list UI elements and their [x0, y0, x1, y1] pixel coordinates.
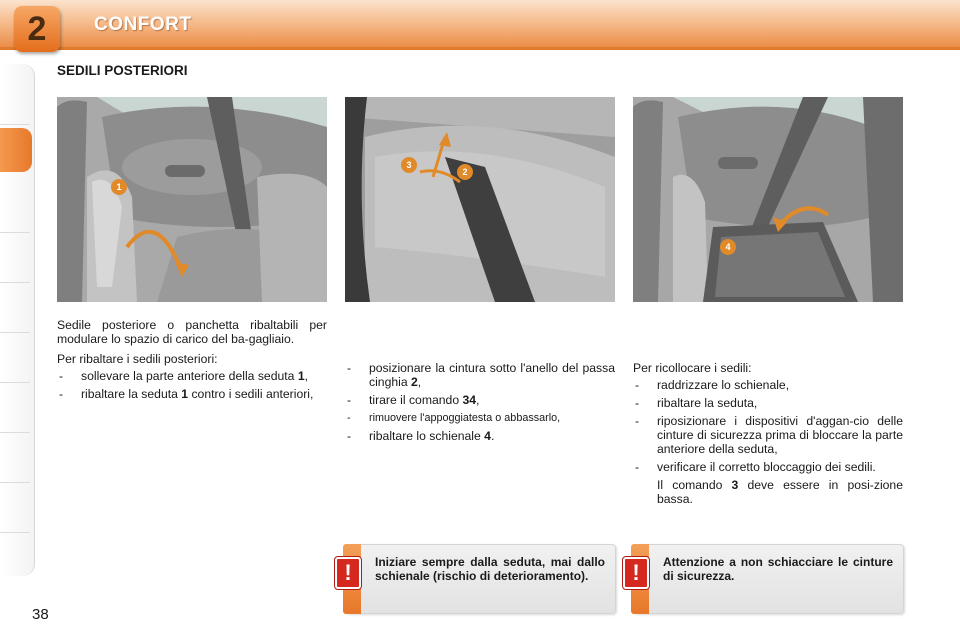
chapter-tab-active[interactable] [0, 128, 32, 172]
chapter-tab[interactable] [0, 482, 30, 533]
list-item: - tirare il comando 34, [347, 393, 480, 407]
list-item: - ribaltare lo schienale 4. [347, 429, 495, 443]
warning-icon: ! [623, 557, 649, 589]
column-2 [345, 361, 615, 447]
list-item: - ribaltare la seduta 1 contro i sedili anteriori, [59, 387, 314, 401]
intro-paragraph: Sedile posteriore o panchetta ribaltabili per modulare lo spazio di carico del ba-gagliaio. [57, 318, 327, 346]
column-3 [633, 361, 903, 506]
callout-3: 3 [406, 160, 412, 170]
list-item: - ribaltare la seduta, [635, 396, 758, 410]
list-item: - rimuovere l'appoggiatesta o abbassarlo, [347, 412, 561, 424]
chapter-tab[interactable] [0, 382, 30, 433]
command-note: Il comando 3 deve essere in posi-zione bassa. [657, 478, 903, 506]
callout-4: 4 [725, 242, 731, 252]
chapter-title: CONFORT [94, 14, 192, 35]
list-item: - riposizionare i dispositivi d'aggan-cio delle cinture di sicurezza prima di bloccare la parte anteriore della seduta, [635, 414, 903, 456]
callout-1: 1 [116, 182, 122, 192]
section-title: SEDILI POSTERIORI [57, 63, 188, 78]
chapter-tab[interactable] [0, 64, 30, 125]
fold-steps-list-continued [345, 361, 615, 443]
list-item: - posizionare la cintura sotto l'anello del passa cinghia 2, [347, 361, 615, 389]
illustration-seat-cushion-lift [57, 97, 327, 302]
warning-box-belts [634, 544, 904, 614]
list-item: - raddrizzare lo schienale, [635, 378, 790, 392]
refit-steps-list [633, 378, 903, 474]
warning-box-seat-order [346, 544, 616, 614]
list-item: - verificare il corretto bloccaggio dei sedili. [635, 460, 876, 474]
warning-icon: ! [335, 557, 361, 589]
page-number: 38 [32, 606, 49, 623]
fold-steps-list [57, 369, 327, 401]
column-1 [57, 318, 327, 405]
callout-2: 2 [462, 167, 468, 177]
chapter-tab[interactable] [0, 432, 30, 483]
chapter-tab[interactable] [0, 182, 30, 233]
chapter-number-badge: 2 [14, 6, 60, 52]
fold-lead: Per ribaltare i sedili posteriori: [57, 352, 218, 366]
chapter-tab[interactable] [0, 232, 30, 283]
warning-text: Attenzione a non schiacciare le cinture di sicurezza. [663, 555, 893, 583]
warning-text: Iniziare sempre dalla seduta, mai dallo schienale (rischio di deterioramento). [375, 555, 605, 583]
chapter-tab[interactable] [0, 332, 30, 383]
illustration-belt-release [345, 97, 615, 302]
illustration-seat-reposition [633, 97, 903, 302]
refit-lead: Per ricollocare i sedili: [633, 361, 752, 375]
chapter-tab[interactable] [0, 282, 30, 333]
chapter-tab-rail [0, 64, 35, 576]
list-item: - sollevare la parte anteriore della seduta 1, [59, 369, 308, 383]
